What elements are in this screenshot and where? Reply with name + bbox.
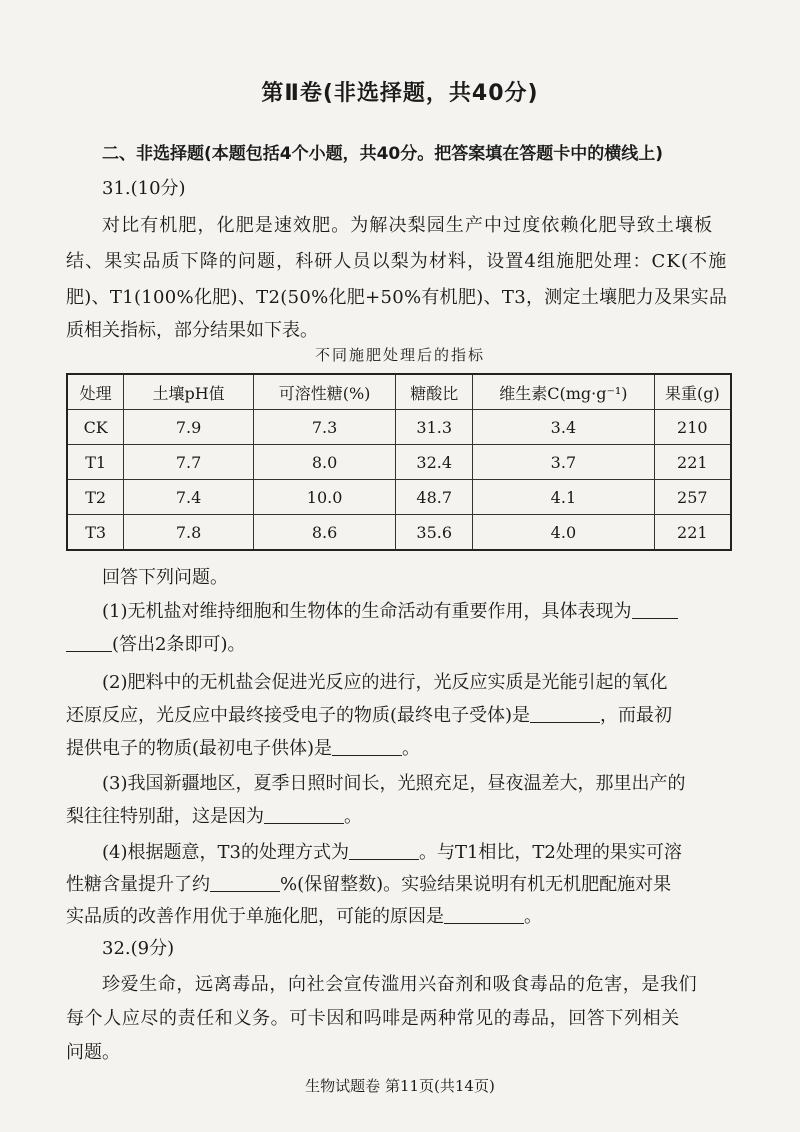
table-cell: 8.0 xyxy=(253,445,396,480)
table-cell: 8.6 xyxy=(253,515,396,551)
table-cell: 35.6 xyxy=(396,515,473,551)
table-row xyxy=(67,515,731,551)
q31-part2-line-2 xyxy=(66,703,672,729)
part4-text-c1: 实品质的改善作用优于单施化肥，可能的原因是 xyxy=(66,906,444,927)
q31-intro-line-4: 质相关指标，部分结果如下表。 xyxy=(66,320,318,341)
answer-blank[interactable] xyxy=(210,873,280,892)
answer-blank[interactable] xyxy=(332,737,402,756)
q32-intro-line-2: 每个人应尽的责任和义务。可卡因和吗啡是两种常见的毒品，回答下列相关 xyxy=(66,1008,680,1029)
table-cell: 4.1 xyxy=(473,480,655,515)
answer-blank[interactable] xyxy=(632,600,678,619)
q31-part4-line-1 xyxy=(102,840,682,866)
table-cell: 221 xyxy=(654,445,731,480)
q31-intro-line-3: 肥)、T1(100%化肥)、T2(50%化肥+50%有机肥)、T3，测定土壤肥力及果实品 xyxy=(66,287,728,308)
part3-text-b1: 梨往往特别甜，这是因为 xyxy=(66,806,264,827)
part4-text-b1: 性糖含量提升了约 xyxy=(66,874,210,895)
table-cell: 10.0 xyxy=(253,480,396,515)
part4-text-b2: %(保留整数)。实验结果说明有机无机肥配施对果 xyxy=(280,874,672,895)
q31-part4-line-2 xyxy=(66,872,671,898)
q32-number: 32.(9分) xyxy=(102,938,175,959)
q31-intro-line-1: 对比有机肥，化肥是速效肥。为解决梨园生产中过度依赖化肥导致土壤板 xyxy=(102,215,714,236)
part1-text-a: (1)无机盐对维持细胞和生物体的生命活动有重要作用，具体表现为 xyxy=(102,601,632,622)
part2-text-b1: 还原反应，光反应中最终接受电子的物质(最终电子受体)是 xyxy=(66,705,531,726)
part2-text-c2: 。 xyxy=(402,738,421,759)
table-cell: T1 xyxy=(67,445,124,480)
table-cell: 257 xyxy=(654,480,731,515)
table-cell: 3.7 xyxy=(473,445,655,480)
table-cell: T2 xyxy=(67,480,124,515)
table-cell: 7.8 xyxy=(124,515,254,551)
q31-intro-line-2: 结、果实品质下降的问题，科研人员以梨为材料，设置4组施肥处理：CK(不施 xyxy=(66,251,728,272)
q31-part2-line-3 xyxy=(66,736,420,762)
answer-blank[interactable] xyxy=(444,905,524,924)
section-header: 二、非选择题(本题包括4个小题，共40分。把答案填在答题卡中的横线上) xyxy=(102,144,664,164)
q31-part3-line-1: (3)我国新疆地区，夏季日照时间长，光照充足，昼夜温差大，那里出产的 xyxy=(102,773,686,794)
header-sugar-acid-ratio: 糖酸比 xyxy=(396,374,473,410)
part4-text-c2: 。 xyxy=(524,906,542,927)
answer-blank[interactable] xyxy=(349,841,419,860)
q31-number: 31.(10分) xyxy=(102,178,186,199)
q31-part4-line-3 xyxy=(66,904,542,930)
answer-blank[interactable] xyxy=(264,805,344,824)
q31-part2-line-1: (2)肥料中的无机盐会促进光反应的进行，光反应实质是光能引起的氧化 xyxy=(102,672,668,693)
table-cell: T3 xyxy=(67,515,124,551)
table-header-row xyxy=(67,374,731,410)
part4-text-a2: 。与T1相比，T2处理的果实可溶 xyxy=(418,842,682,863)
header-vitamin-c: 维生素C(mg·g⁻¹) xyxy=(473,374,655,410)
table-cell: 210 xyxy=(654,410,731,445)
part3-text-b2: 。 xyxy=(344,806,362,827)
table-row xyxy=(67,480,731,515)
header-soil-ph: 土壤pH值 xyxy=(124,374,254,410)
table-cell: 7.7 xyxy=(124,445,254,480)
table-cell: 3.4 xyxy=(473,410,655,445)
table-cell: 221 xyxy=(654,515,731,551)
answer-prompt: 回答下列问题。 xyxy=(102,567,228,588)
q31-part1-line-2 xyxy=(66,632,246,658)
q31-part3-line-2 xyxy=(66,804,362,830)
table-cell: 4.0 xyxy=(473,515,655,551)
fertilizer-table xyxy=(66,373,732,551)
table-cell: 7.3 xyxy=(253,410,396,445)
table-caption: 不同施肥处理后的指标 xyxy=(314,346,485,364)
part1-text-b: (答出2条即可)。 xyxy=(112,634,246,655)
answer-blank[interactable] xyxy=(66,633,112,652)
header-fruit-weight: 果重(g) xyxy=(654,374,731,410)
page-title: 第Ⅱ卷(非选择题，共40分) xyxy=(261,81,539,106)
part2-text-b2: ，而最初 xyxy=(600,705,673,726)
table-cell: 7.9 xyxy=(124,410,254,445)
table-cell: CK xyxy=(67,410,124,445)
q32-intro-line-1: 珍爱生命，远离毒品，向社会宣传滥用兴奋剂和吸食毒品的危害，是我们 xyxy=(102,974,698,995)
part4-text-a1: (4)根据题意，T3的处理方式为 xyxy=(102,842,349,863)
table-row xyxy=(67,445,731,480)
header-soluble-sugar: 可溶性糖(%) xyxy=(253,374,396,410)
page-footer: 生物试题卷 第11页(共14页) xyxy=(305,1077,495,1095)
q31-part1-line-1 xyxy=(102,599,678,625)
table-cell: 31.3 xyxy=(396,410,473,445)
table-row xyxy=(67,410,731,445)
table-cell: 48.7 xyxy=(396,480,473,515)
part2-text-c1: 提供电子的物质(最初电子供体)是 xyxy=(66,738,333,759)
answer-blank[interactable] xyxy=(530,704,600,723)
table-cell: 32.4 xyxy=(396,445,473,480)
header-treatment: 处理 xyxy=(67,374,124,410)
table-cell: 7.4 xyxy=(124,480,254,515)
q32-intro-line-3: 问题。 xyxy=(66,1042,120,1063)
